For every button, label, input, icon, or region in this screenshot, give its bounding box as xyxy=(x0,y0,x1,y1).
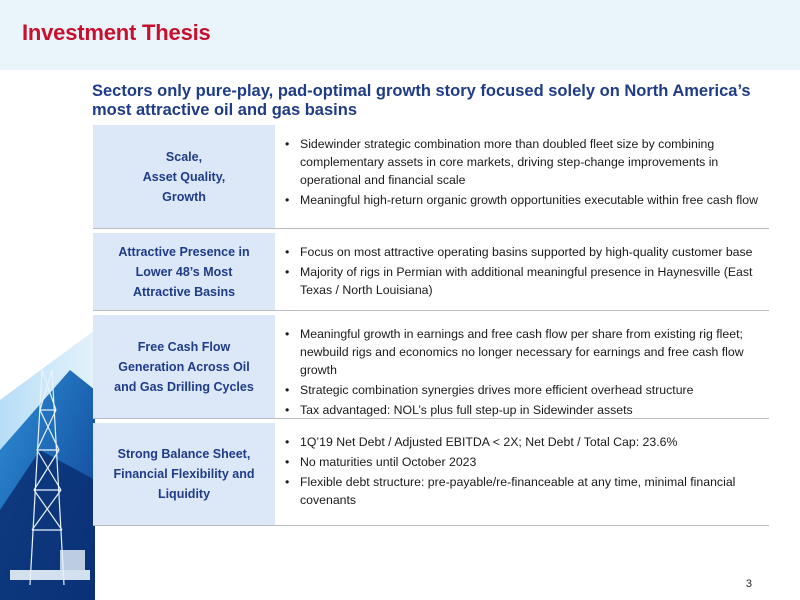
row-label-line: Free Cash Flow xyxy=(137,339,231,354)
bullet-item: • Meaningful high-return organic growth opportunities executable within free cash flow xyxy=(285,191,769,209)
bullet-item: • Meaningful growth in earnings and free cash flow per share from existing rig fleet; newbuild rigs and economics no longer necessary for earnings and free cash flow growth xyxy=(285,325,769,379)
row-label-line: Growth xyxy=(162,189,206,204)
thesis-table xyxy=(93,125,769,526)
row-label xyxy=(93,315,275,418)
row-label xyxy=(93,125,275,228)
row-label-line: Attractive Basins xyxy=(132,284,236,299)
row-label-line: Liquidity xyxy=(157,487,211,501)
bullet-list xyxy=(275,125,769,228)
row-label xyxy=(93,423,275,525)
row-label-line: Generation Across Oil xyxy=(118,359,250,374)
row-label xyxy=(93,233,275,310)
row-label-line: Attractive Presence in xyxy=(118,244,250,259)
slide-title: Investment Thesis xyxy=(22,20,211,45)
thesis-row-scale xyxy=(93,125,769,229)
bullet-item: • Sidewinder strategic combination more than doubled fleet size by combining complementary assets in core markets, driving step-change improvements in operational and financial scale xyxy=(285,135,769,189)
bullet-item: • No maturities until October 2023 xyxy=(285,453,769,471)
bullet-item: • Tax advantaged: NOL’s plus full step-up in Sidewinder assets xyxy=(285,401,769,419)
bullet-item: • 1Q’19 Net Debt / Adjusted EBITDA < 2X; Net Debt / Total Cap: 23.6% xyxy=(285,433,769,451)
page-number: 3 xyxy=(745,578,752,590)
row-label-line: Lower 48’s Most xyxy=(135,264,233,279)
bullet-list xyxy=(275,233,769,310)
row-label-line: Strong Balance Sheet, xyxy=(117,447,251,461)
row-label-line: Asset Quality, xyxy=(142,169,226,184)
row-label-line: Financial Flexibility and xyxy=(113,467,255,481)
thesis-row-presence xyxy=(93,233,769,311)
bullet-item: • Flexible debt structure: pre-payable/re-financeable at any time, minimal financial covenants xyxy=(285,473,769,509)
row-label-line: Scale, xyxy=(165,149,203,164)
slide-subtitle: Sectors only pure-play, pad-optimal growth story focused solely on North America’s most attractive oil and gas basins xyxy=(92,82,751,119)
bullet-item: • Majority of rigs in Permian with additional meaningful presence in Haynesville (East Texas / North Louisiana) xyxy=(285,263,769,299)
thesis-row-balance-sheet xyxy=(93,423,769,526)
thesis-row-free-cash-flow xyxy=(93,315,769,419)
row-label-line: and Gas Drilling Cycles xyxy=(114,379,254,394)
bullet-item: • Focus on most attractive operating basins supported by high-quality customer base xyxy=(285,243,769,261)
bullet-item: • Strategic combination synergies drives more efficient overhead structure xyxy=(285,381,769,399)
bullet-list xyxy=(275,423,769,525)
drilling-rig-graphic xyxy=(0,330,95,600)
bullet-list xyxy=(275,315,769,418)
